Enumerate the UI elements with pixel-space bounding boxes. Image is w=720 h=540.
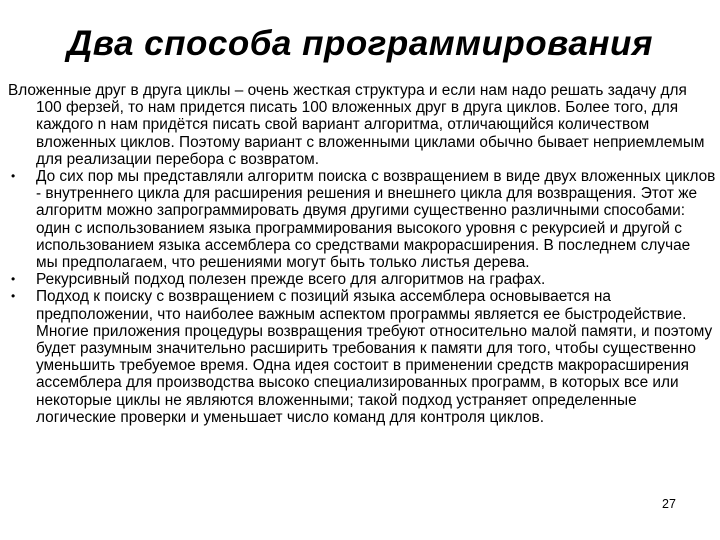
bullet-item-1 (8, 168, 716, 271)
bullet-item-2 (8, 271, 716, 288)
page-number: 27 (662, 497, 676, 511)
slide-body (8, 82, 716, 426)
bullet-item-3 (8, 288, 716, 426)
bullet-text: Рекурсивный подход полезен прежде всего для алгоритмов на графах. (36, 271, 546, 289)
intro-paragraph: Вложенные друг в друга циклы – очень жесткая структура и если нам надо решать задачу для 100 ферзей, то нам придется писать 100 вложенных друг в друга циклов. Более того, для каждого n нам придётся писать свой вариант алгоритма, отличающийся количеством вложенных циклов. Поэтому вариант с вложенными циклами обычно бывает неприемлемым для реализации перебора с возвратом. (8, 82, 705, 168)
bullet-icon: • (11, 289, 16, 304)
bullet-icon: • (11, 169, 16, 184)
bullet-text: Подход к поиску с возвращением с позиций языка ассемблера основывается на предположении, что наиболее важным аспектом программы является ее быстродействие. Многие приложения процедуры возвращения требуют относительно малой памяти, и поэтому будет разумным значительно расширить требования к памяти для того, чтобы существенно уменьшить требуемое время. Одна идея состоит в применении средств макрорасширения ассемблера для производства высоко специализированных программ, в которых все или некоторые циклы не являются вложенными; такой подход устраняет определенные логические проверки и уменьшает число команд для контроля циклов. (36, 288, 713, 426)
slide-title: Два способа программирования (67, 24, 653, 63)
bullet-text: До сих пор мы представляли алгоритм поиска с возвращением в виде двух вложенных циклов - внутреннего цикла для расширения решения и внешнего цикла для возвращения. Этот же алгоритм можно запрограммировать двумя другими существенно различными способами: один с использованием языка программирования высокого уровня с рекурсией и другой с использованием языка ассемблера со средствами макрорасширения. В последнем случае мы предполагаем, что решениями могут быть только листья дерева. (36, 168, 716, 272)
bullet-icon: • (11, 272, 16, 287)
